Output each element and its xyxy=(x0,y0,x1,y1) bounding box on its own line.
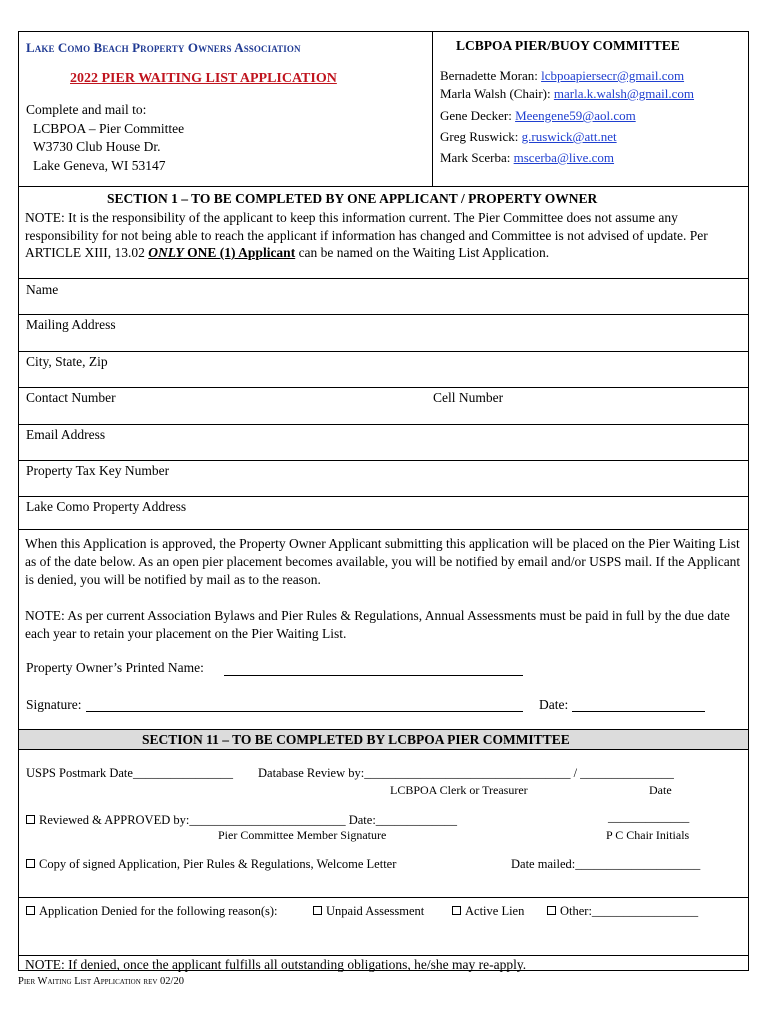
member-name: Marla Walsh (Chair): xyxy=(440,86,551,101)
member-email-link[interactable]: lcbpoapiersecr@gmail.com xyxy=(541,68,685,83)
denied-checkbox[interactable] xyxy=(26,906,35,915)
other-option xyxy=(547,904,698,919)
mailing-address-field-label[interactable]: Mailing Address xyxy=(26,317,116,332)
clerk-caption: LCBPOA Clerk or Treasurer xyxy=(390,783,528,797)
signature-line[interactable] xyxy=(86,711,523,712)
name-field-label[interactable]: Name xyxy=(26,282,59,297)
mail-to-line2: W3730 Club House Dr. xyxy=(33,139,161,154)
usps-postmark-field[interactable]: USPS Postmark Date________________ xyxy=(26,766,233,780)
field-rule xyxy=(18,529,749,530)
member-name: Bernadette Moran: xyxy=(440,68,538,83)
committee-member xyxy=(440,86,694,102)
mail-to-line3: Lake Geneva, WI 53147 xyxy=(33,157,166,173)
copy-checkbox[interactable] xyxy=(26,859,35,868)
committee-member xyxy=(440,68,684,84)
denied-row xyxy=(26,904,277,919)
date-caption: Date xyxy=(649,783,672,797)
field-rule xyxy=(18,351,749,352)
member-name: Greg Ruswick: xyxy=(440,129,519,144)
active-lien-checkbox[interactable] xyxy=(452,906,461,915)
note-text: NOTE: It is the responsibility of the applicant to keep this information current. The Pier Committee does not assume any responsibility for not being able to reach the applicant if information has changed and Committee is not advised of update. Per ARTICLE XIII, 13.02 xyxy=(25,210,708,260)
mail-to-block xyxy=(26,101,184,175)
member-email-link[interactable]: g.ruswick@att.net xyxy=(521,129,617,144)
approval-paragraph: When this Application is approved, the Property Owner Applicant submitting this application will be placed on the Pier Waiting List as of the date below. As an open pier placement becomes available, you will be notified by email and/or USPS mail. If the Applicant is denied, you will be notified by mail as to the reason. xyxy=(25,536,741,587)
note-one-applicant: ONE (1) Applicant xyxy=(183,245,296,260)
field-rule xyxy=(18,460,749,461)
property-address-field-label[interactable]: Lake Como Property Address xyxy=(26,499,187,514)
initials-caption: P C Chair Initials xyxy=(606,828,690,842)
bylaws-note: NOTE: As per current Association Bylaws and Pier Rules & Regulations, Annual Assessments must be paid in full by the due date each year to retain your placement on the Pier Waiting List. xyxy=(25,608,730,641)
cell-number-field-label[interactable]: Cell Number xyxy=(433,390,504,405)
active-lien-option xyxy=(452,904,524,919)
member-email-link[interactable]: mscerba@live.com xyxy=(513,150,615,165)
note-rule xyxy=(18,955,749,956)
note-end: can be named on the Waiting List Application. xyxy=(295,245,550,260)
section1-title: SECTION 1 – TO BE COMPLETED BY ONE APPLICANT / PROPERTY OWNER xyxy=(107,191,598,206)
reviewed-approved-row xyxy=(26,813,457,828)
committee-member xyxy=(440,108,636,124)
section11-top-rule xyxy=(18,729,749,730)
property-tax-key-field-label[interactable]: Property Tax Key Number xyxy=(26,463,170,478)
denied-label: Application Denied for the following reason(s): xyxy=(39,904,278,918)
mail-to-label: Complete and mail to: xyxy=(26,102,147,117)
chair-initials-blank[interactable]: _____________ xyxy=(608,810,690,824)
unpaid-option xyxy=(313,904,424,919)
committee-member xyxy=(440,129,617,145)
member-name: Gene Decker: xyxy=(440,108,512,123)
field-rule xyxy=(18,424,749,425)
member-name: Mark Scerba: xyxy=(440,150,511,165)
denied-note: NOTE: If denied, once the applicant fulfills all outstanding obligations, he/she may re-apply. xyxy=(25,957,527,972)
date-line[interactable] xyxy=(572,711,705,712)
email-address-field-label[interactable]: Email Address xyxy=(26,427,106,442)
city-state-zip-field-label[interactable]: City, State, Zip xyxy=(26,354,108,369)
reviewed-checkbox[interactable] xyxy=(26,815,35,824)
active-lien-label: Active Lien xyxy=(465,904,525,918)
other-checkbox[interactable] xyxy=(547,906,556,915)
other-field[interactable]: Other:_________________ xyxy=(560,904,699,918)
printed-name-label: Property Owner’s Printed Name: xyxy=(26,660,204,675)
section11-bottom-rule xyxy=(18,749,749,750)
section1-top-rule xyxy=(18,186,749,187)
header-divider xyxy=(432,31,433,186)
footer-revision: Pier Waiting List Application rev 02/20 xyxy=(18,976,184,987)
association-name: Lake Como Beach Property Owners Association xyxy=(26,40,301,55)
committee-title: LCBPOA PIER/BUOY COMMITTEE xyxy=(456,38,680,53)
application-title: 2022 PIER WAITING LIST APPLICATION xyxy=(70,71,337,86)
committee-member xyxy=(440,150,614,166)
signature-label: Signature: xyxy=(26,697,82,712)
section11-title: SECTION 11 – TO BE COMPLETED BY LCBPOA PIER COMMITTEE xyxy=(142,732,570,747)
contact-number-field-label[interactable]: Contact Number xyxy=(26,390,116,405)
field-rule xyxy=(18,314,749,315)
note-only: ONLY xyxy=(148,245,184,260)
section1-note xyxy=(25,209,747,262)
date-label: Date: xyxy=(539,697,569,712)
field-rule xyxy=(18,387,749,388)
copy-row xyxy=(26,857,396,872)
member-email-link[interactable]: marla.k.walsh@gmail.com xyxy=(553,86,695,101)
reviewed-approved-label[interactable]: Reviewed & APPROVED by:_________________________ Date:_____________ xyxy=(39,813,458,827)
member-email-link[interactable]: Meengene59@aol.com xyxy=(515,108,636,123)
unpaid-checkbox[interactable] xyxy=(313,906,322,915)
database-review-field[interactable]: Database Review by:_________________________________ / _______________ xyxy=(258,766,674,780)
signature-caption: Pier Committee Member Signature xyxy=(218,828,387,842)
printed-name-line[interactable] xyxy=(224,675,523,676)
field-rule xyxy=(18,278,749,279)
denied-rule xyxy=(18,897,749,898)
mail-to-line1: LCBPOA – Pier Committee xyxy=(33,120,185,136)
field-rule xyxy=(18,496,749,497)
date-mailed-field[interactable]: Date mailed:____________________ xyxy=(511,857,701,871)
unpaid-label: Unpaid Assessment xyxy=(326,904,425,918)
copy-label: Copy of signed Application, Pier Rules & Regulations, Welcome Letter xyxy=(39,857,397,871)
